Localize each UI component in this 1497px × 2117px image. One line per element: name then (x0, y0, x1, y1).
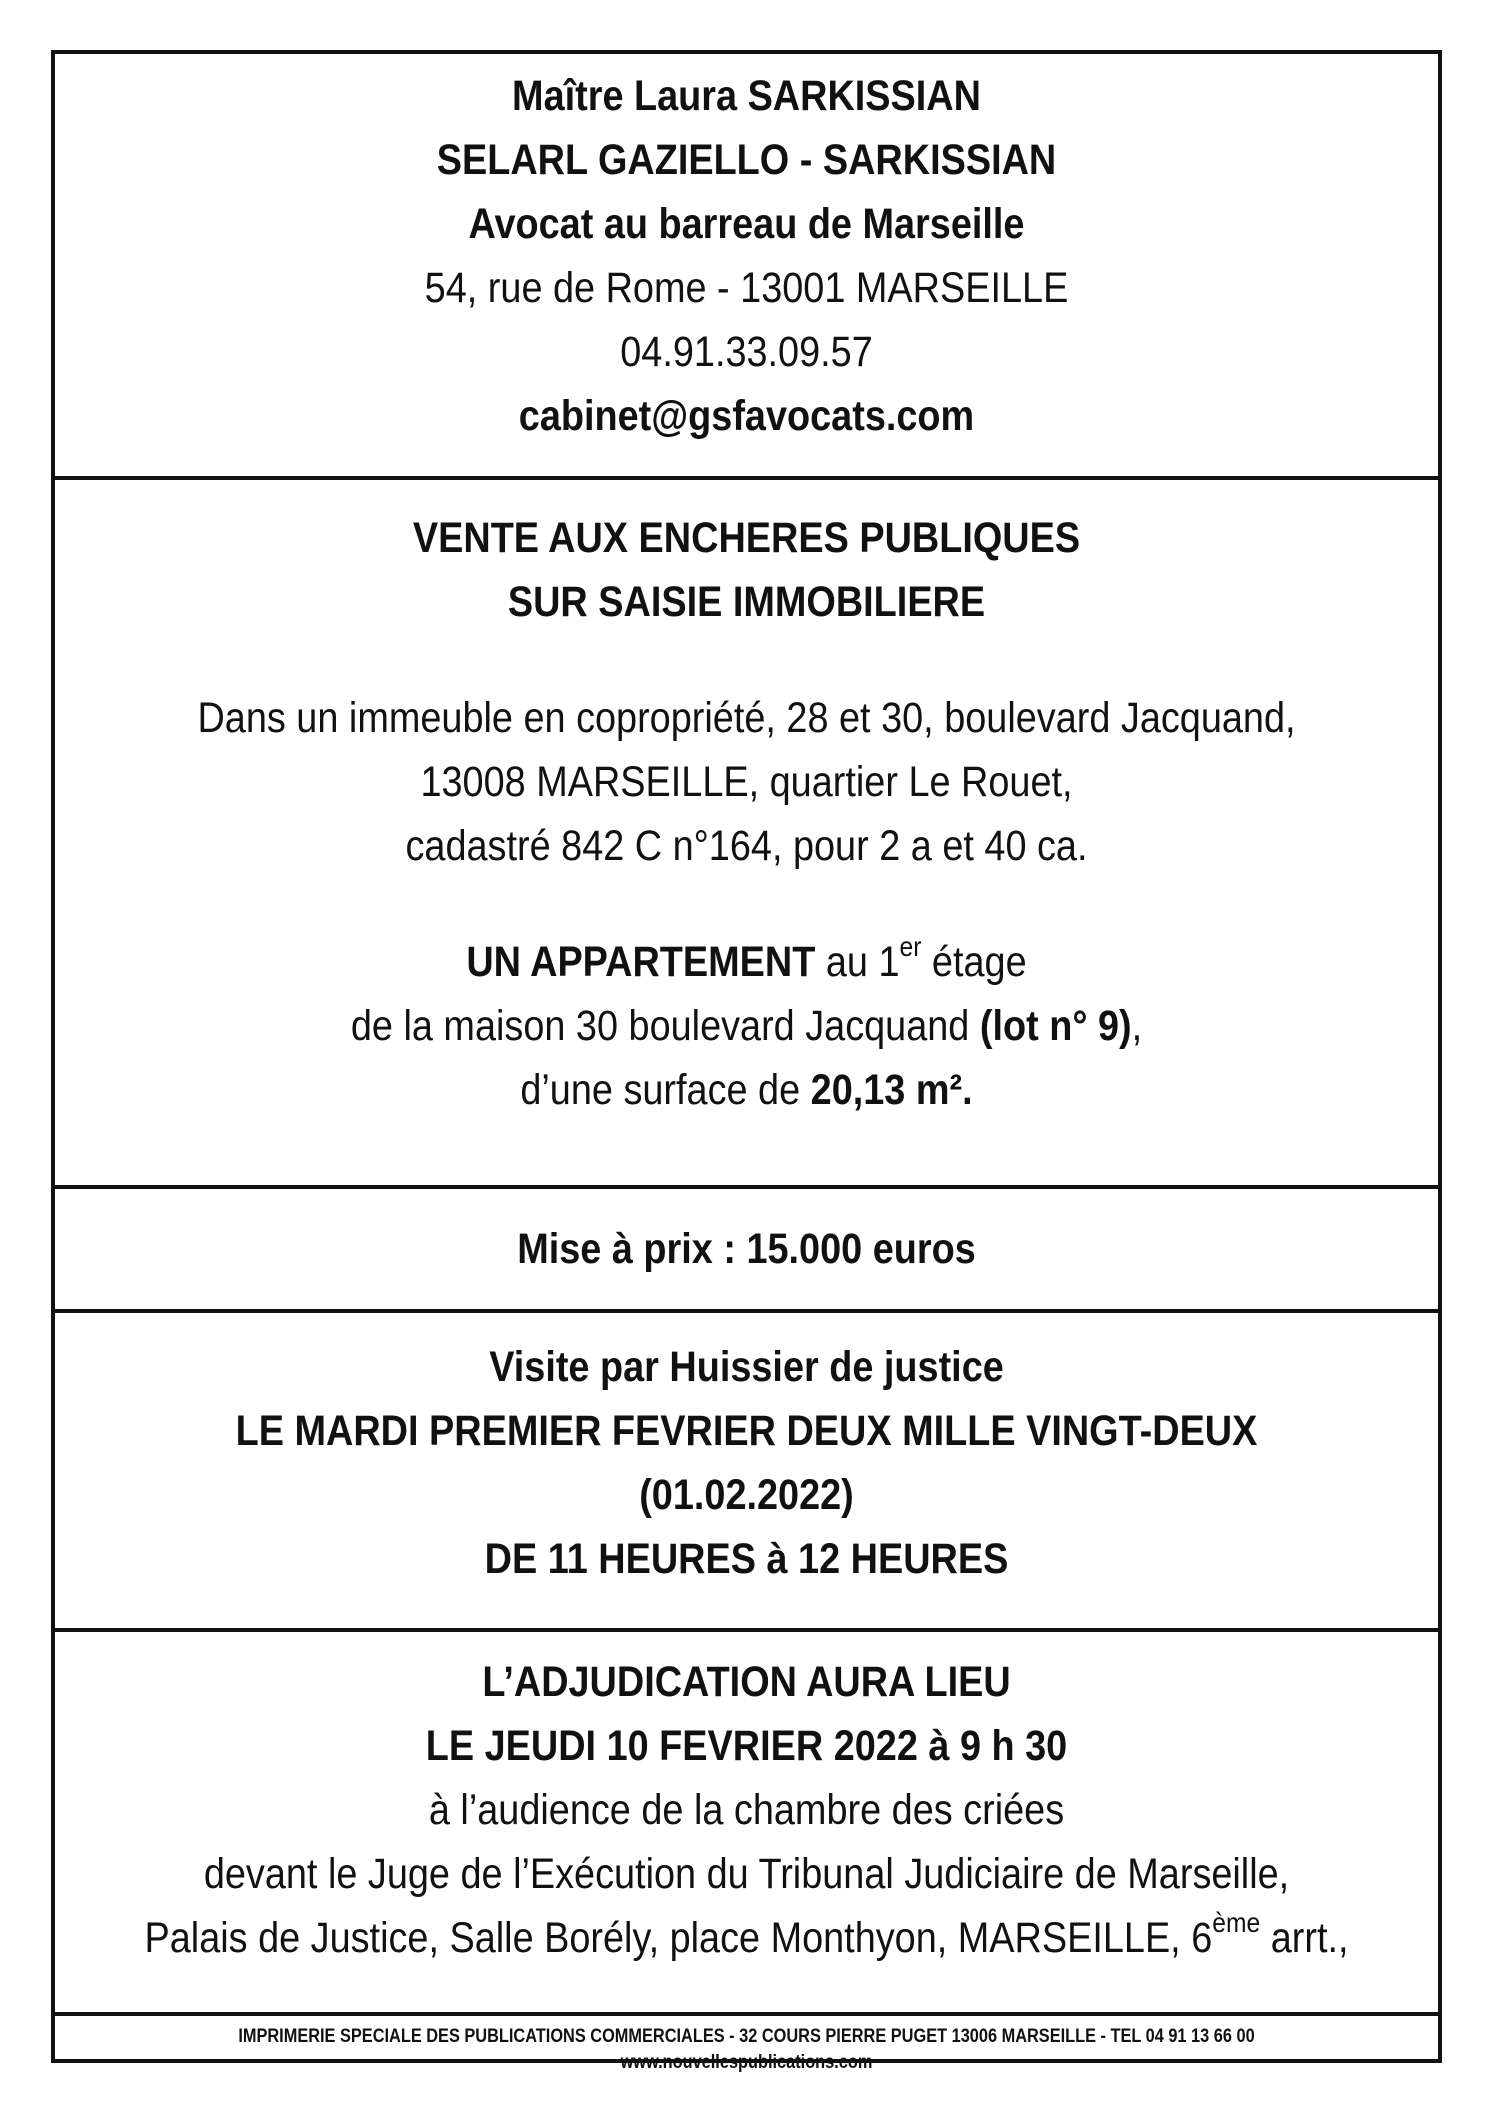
printer-website: www.nouvellespublications.com (620, 2052, 873, 2073)
property-lot: (lot n° 9) (979, 1002, 1132, 1050)
legal-notice-frame (51, 50, 1442, 2073)
printer-info: IMPRIMERIE SPECIALE DES PUBLICATIONS COMMERCIALES - 32 COURS PIERRE PUGET 13006 MARSEILLE - TEL 04 91 13 66 00 (238, 2026, 1255, 2047)
adjudication-line-3: à l’audience de la chambre des criées (428, 1786, 1065, 1834)
location-line-1: Dans un immeuble en copropriété, 28 et 30, boulevard Jacquand, (197, 694, 1296, 742)
arrondissement-suffix: arrt., (1260, 1914, 1349, 1962)
visit-line-4: DE 11 HEURES à 12 HEURES (484, 1535, 1009, 1583)
adjudication-address: Palais de Justice, Salle Borély, place Monthyon, MARSEILLE, 6 (144, 1914, 1213, 1962)
property-house-line (138, 994, 1355, 1058)
lawyer-email: cabinet@gsfavocats.com (518, 392, 975, 440)
location-line-3: cadastré 842 C n°164, pour 2 a et 40 ca. (405, 822, 1088, 870)
law-firm-name: SELARL GAZIELLO - SARKISSIAN (436, 136, 1057, 184)
starting-price-section (55, 1189, 1438, 1313)
adjudication-line-1: L’ADJUDICATION AURA LIEU (482, 1658, 1011, 1706)
adjudication-section (55, 1632, 1438, 2016)
property-type-line (138, 930, 1355, 994)
property-floor-suffix: étage (921, 938, 1027, 986)
sale-heading-line-1: VENTE AUX ENCHERES PUBLIQUES (412, 514, 1081, 562)
visit-line-1: Visite par Huissier de justice (489, 1343, 1004, 1391)
sale-description-section (55, 480, 1438, 1189)
property-type: UN APPARTEMENT (466, 938, 816, 986)
property-floor-superscript: er (899, 931, 922, 962)
lawyer-name: Maître Laura SARKISSIAN (512, 72, 981, 120)
property-surface: 20,13 m². (810, 1066, 973, 1114)
lawyer-contact-section (55, 54, 1438, 480)
bar-affiliation: Avocat au barreau de Marseille (468, 200, 1025, 248)
property-house: de la maison 30 boulevard Jacquand (350, 1002, 980, 1050)
starting-price: Mise à prix : 15.000 euros (517, 1225, 976, 1273)
sale-heading-line-2: SUR SAISIE IMMOBILIERE (507, 578, 986, 626)
property-surface-prefix: d’une surface de (520, 1066, 811, 1114)
adjudication-line-5 (138, 1906, 1355, 1970)
lawyer-phone: 04.91.33.09.57 (620, 328, 873, 376)
property-surface-line (138, 1058, 1355, 1122)
adjudication-line-4: devant le Juge de l’Exécution du Tribunal Judiciaire de Marseille, (203, 1850, 1290, 1898)
adjudication-line-2: LE JEUDI 10 FEVRIER 2022 à 9 h 30 (425, 1722, 1068, 1770)
location-line-2: 13008 MARSEILLE, quartier Le Rouet, (420, 758, 1073, 806)
printer-footer (55, 2016, 1438, 2073)
visit-line-2: LE MARDI PREMIER FEVRIER DEUX MILLE VINGT-DEUX (235, 1407, 1258, 1455)
visit-section (55, 1313, 1438, 1632)
property-lot-suffix: , (1131, 1002, 1143, 1050)
arrondissement-superscript: ème (1212, 1907, 1261, 1938)
property-floor-prefix: au 1 (815, 938, 900, 986)
visit-line-3: (01.02.2022) (639, 1471, 854, 1519)
lawyer-address: 54, rue de Rome - 13001 MARSEILLE (424, 264, 1069, 312)
